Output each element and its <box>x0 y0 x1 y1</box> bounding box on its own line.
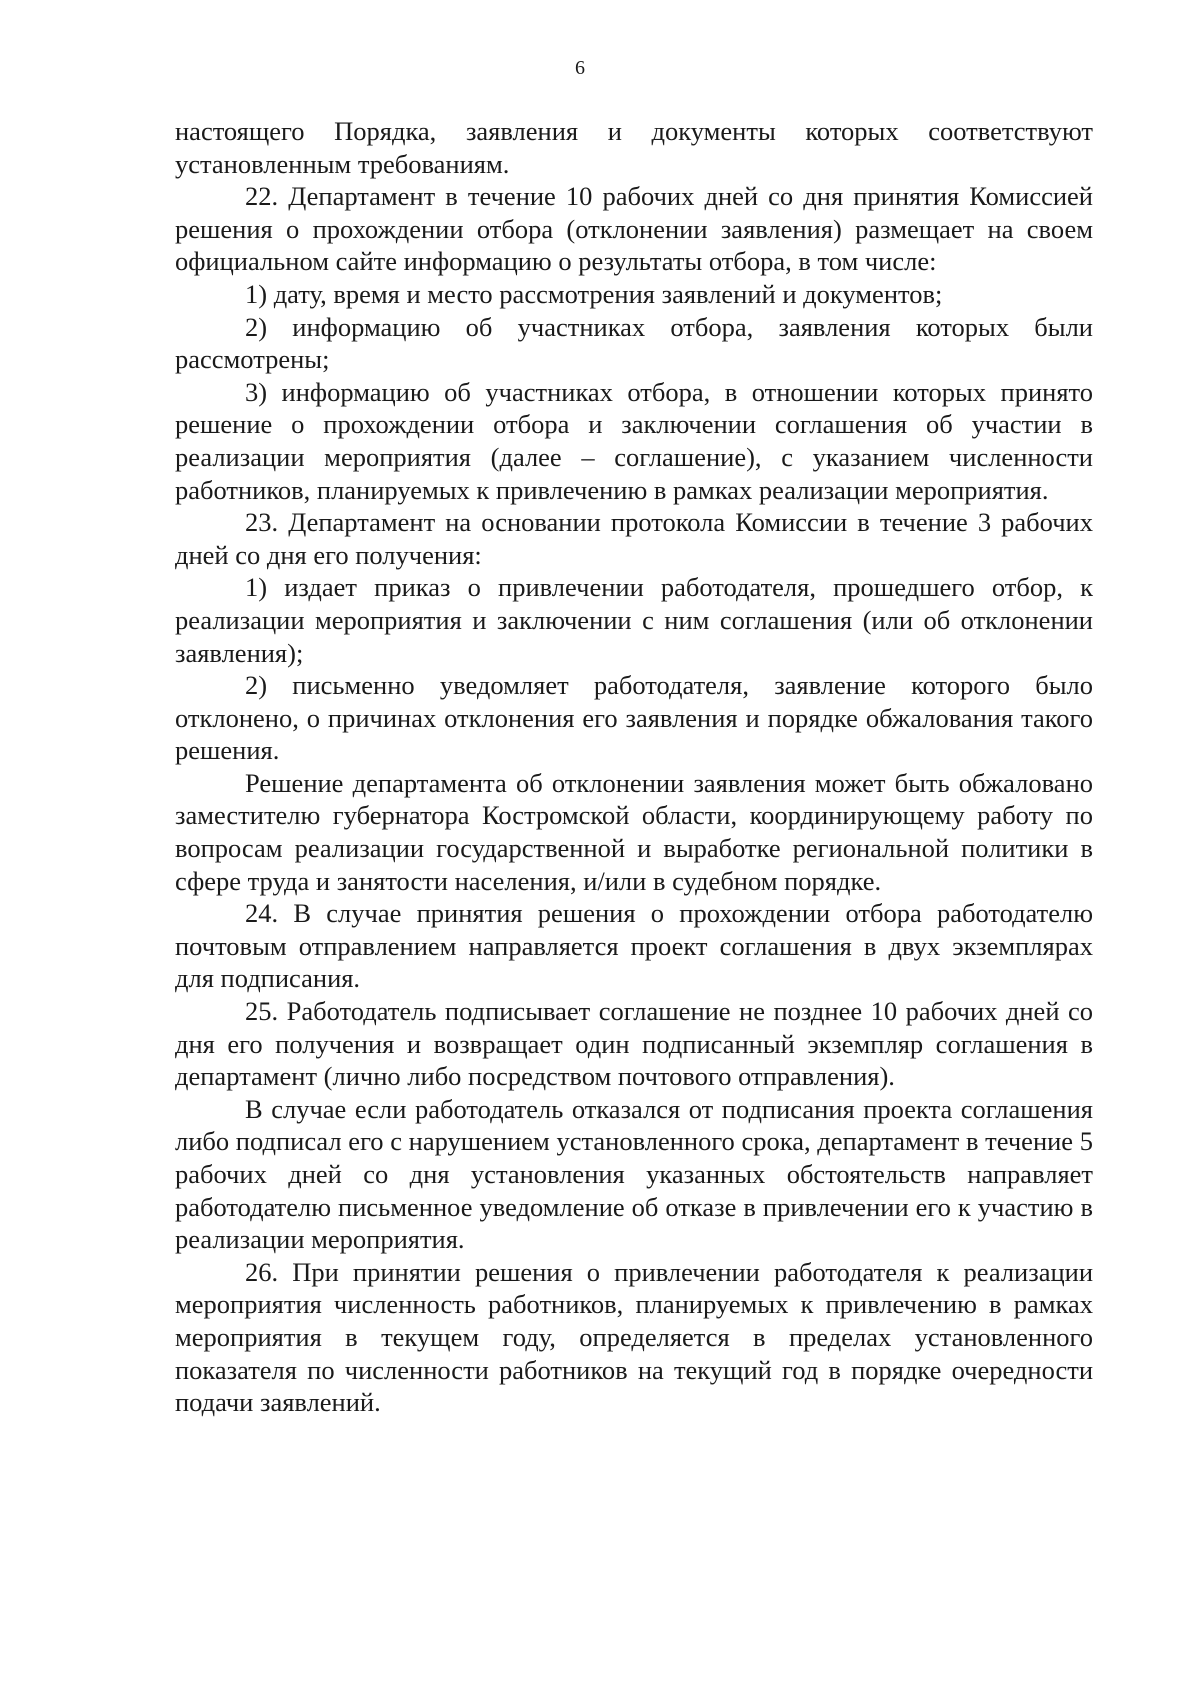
paragraph-item-22-2: 2) информацию об участниках отбора, заявления которых были рассмотрены; <box>175 311 1093 375</box>
paragraph-item-23-1: 1) издает приказ о привлечении работодателя, прошедшего отбор, к реализации мероприятия и заключении с ним соглашения (или об отклонении заявления); <box>175 572 1093 668</box>
paragraph-continuation: настоящего Порядка, заявления и документы которых соответствуют установленным требованиям. <box>175 116 1093 179</box>
paragraph-item-25: 25. Работодатель подписывает соглашение не позднее 10 рабочих дней со дня его получения и возвращает один подписанный экземпляр соглашения в департамент (лично либо посредством почтового отправления). <box>175 996 1093 1092</box>
paragraph-item-24: 24. В случае принятия решения о прохождении отбора работодателю почтовым отправлением направляется проект соглашения в двух экземплярах для подписания. <box>175 898 1093 994</box>
paragraph-item-22-1: 1) дату, время и место рассмотрения заявлений и документов; <box>245 278 943 309</box>
page-number: 6 <box>575 57 585 79</box>
paragraph-item-23-2: 2) письменно уведомляет работодателя, заявление которого было отклонено, о причинах отклонения его заявления и порядке обжалования такого решения. <box>175 670 1093 766</box>
document-body <box>175 115 1093 1419</box>
paragraph-appeal: Решение департамента об отклонении заявления может быть обжаловано заместителю губернатора Костромской области, координирующему работу по вопросам реализации государственной и выработке региональной политики в сфере труда и занятости населения, и/или в судебном порядке. <box>175 767 1093 896</box>
paragraph-item-22: 22. Департамент в течение 10 рабочих дней со дня принятия Комиссией решения о прохождении отбора (отклонении заявления) размещает на своем официальном сайте информацию о результаты отбора, в том числе: <box>175 181 1093 277</box>
paragraph-item-23: 23. Департамент на основании протокола Комиссии в течение 3 рабочих дней со дня его получения: <box>175 507 1093 570</box>
paragraph-refusal: В случае если работодатель отказался от подписания проекта соглашения либо подписал его с нарушением установленного срока, департамент в течение 5 рабочих дней со дня установления указанных обстоятельств направляет работодателю письменное уведомление об отказе в привлечении его к участию в реализации мероприятия. <box>175 1093 1093 1255</box>
paragraph-item-26: 26. При принятии решения о привлечении работодателя к реализации мероприятия численность работников, планируемых к привлечению в рамках мероприятия в текущем году, определяется в пределах установленного показателя по численности работников на текущий год в порядке очередности подачи заявлений. <box>175 1256 1093 1418</box>
paragraph-item-22-3: 3) информацию об участниках отбора, в отношении которых принято решение о прохождении отбора и заключении соглашения об участии в реализации мероприятия (далее – соглашение), с указанием численности работников, планируемых к привлечению в рамках реализации мероприятия. <box>175 376 1093 505</box>
